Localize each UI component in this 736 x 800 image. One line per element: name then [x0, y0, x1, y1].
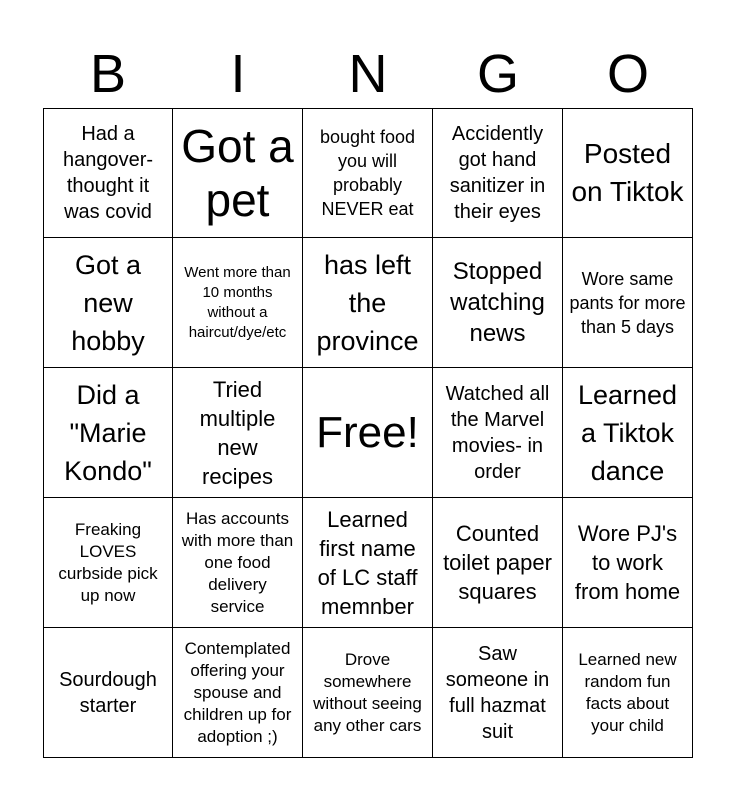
bingo-cell-r3-c5[interactable]	[563, 368, 693, 498]
bingo-cell-r4-c4[interactable]	[433, 498, 563, 628]
bingo-cell-text: Sourdough starter	[59, 668, 157, 717]
bingo-cell-text: Saw someone in full hazmat suit	[445, 642, 550, 743]
bingo-cell-r1-c1[interactable]	[43, 108, 173, 238]
bingo-cell-text: Wore same pants for more than 5 days	[569, 268, 686, 337]
header-letter-n: N	[348, 44, 388, 104]
bingo-cell-r2-c1[interactable]	[43, 238, 173, 368]
bingo-cell-text: Has accounts with more than one food delivery service	[181, 508, 294, 616]
bingo-cell-text: Learned new random fun facts about your child	[578, 649, 677, 735]
bingo-cell-r5-c3[interactable]	[303, 628, 433, 758]
bingo-cell-r3-c2[interactable]	[173, 368, 303, 498]
bingo-cell-text: Counted toilet paper squares	[443, 521, 552, 604]
bingo-cell-r2-c5[interactable]	[563, 238, 693, 368]
bingo-cell-r4-c1[interactable]	[43, 498, 173, 628]
bingo-cell-text: Contemplated offering your spouse and children up for adoption ;)	[183, 638, 292, 746]
bingo-cell-r4-c3[interactable]	[303, 498, 433, 628]
bingo-cell-r2-c4[interactable]	[433, 238, 563, 368]
bingo-cell-text: Stopped watching news	[450, 258, 545, 347]
bingo-cell-r5-c1[interactable]	[43, 628, 173, 758]
bingo-cell-r3-c1[interactable]	[43, 368, 173, 498]
bingo-cell-r1-c2[interactable]	[173, 108, 303, 238]
bingo-cell-free-space[interactable]	[303, 368, 433, 498]
bingo-cell-text: Tried multiple new recipes	[199, 376, 276, 489]
bingo-cell-r1-c3[interactable]	[303, 108, 433, 238]
header-letter-g: G	[476, 44, 519, 104]
bingo-cell-r4-c2[interactable]	[173, 498, 303, 628]
bingo-cell-r5-c2[interactable]	[173, 628, 303, 758]
bingo-card-grid	[43, 108, 693, 758]
bingo-cell-text: Did a "Marie Kondo"	[64, 379, 152, 486]
bingo-cell-r5-c5[interactable]	[563, 628, 693, 758]
bingo-cell-text: Had a hangover- thought it was covid	[62, 123, 154, 223]
bingo-cell-r3-c4[interactable]	[433, 368, 563, 498]
bingo-cell-r5-c4[interactable]	[433, 628, 563, 758]
bingo-cell-text: Got a new hobby	[71, 249, 145, 356]
bingo-cell-text: Wore PJ's to work from home	[574, 521, 681, 604]
bingo-cell-r1-c5[interactable]	[563, 108, 693, 238]
bingo-cell-text: Free!	[316, 407, 419, 457]
bingo-cell-text: Freaking LOVES curbside pick up now	[58, 519, 158, 605]
bingo-cell-text: Posted on Tiktok	[571, 138, 684, 207]
bingo-cell-r2-c2[interactable]	[173, 238, 303, 368]
bingo-cell-text: Went more than 10 months without a haircut/dye/etc	[184, 263, 291, 341]
bingo-cell-text: Drove somewhere without seeing any other cars	[313, 649, 422, 735]
bingo-cell-r2-c3[interactable]	[303, 238, 433, 368]
bingo-cell-text: Learned first name of LC staff memnber	[317, 506, 418, 619]
bingo-cell-r1-c4[interactable]	[433, 108, 563, 238]
header-letter-i: I	[230, 44, 246, 104]
bingo-cell-text: Watched all the Marvel movies- in order	[445, 382, 550, 483]
bingo-cell-text: Got a pet	[181, 120, 294, 226]
bingo-cell-text: Accidently got hand sanitizer in their eyes	[449, 123, 546, 223]
bingo-cell-text: Learned a Tiktok dance	[577, 379, 678, 486]
header-letter-o: O	[606, 44, 649, 104]
bingo-cell-text: has left the province	[316, 249, 419, 356]
bingo-header	[43, 42, 693, 106]
bingo-cell-r4-c5[interactable]	[563, 498, 693, 628]
header-letter-b: B	[89, 44, 127, 104]
bingo-cell-text: bought food you will probably NEVER eat	[319, 127, 416, 219]
